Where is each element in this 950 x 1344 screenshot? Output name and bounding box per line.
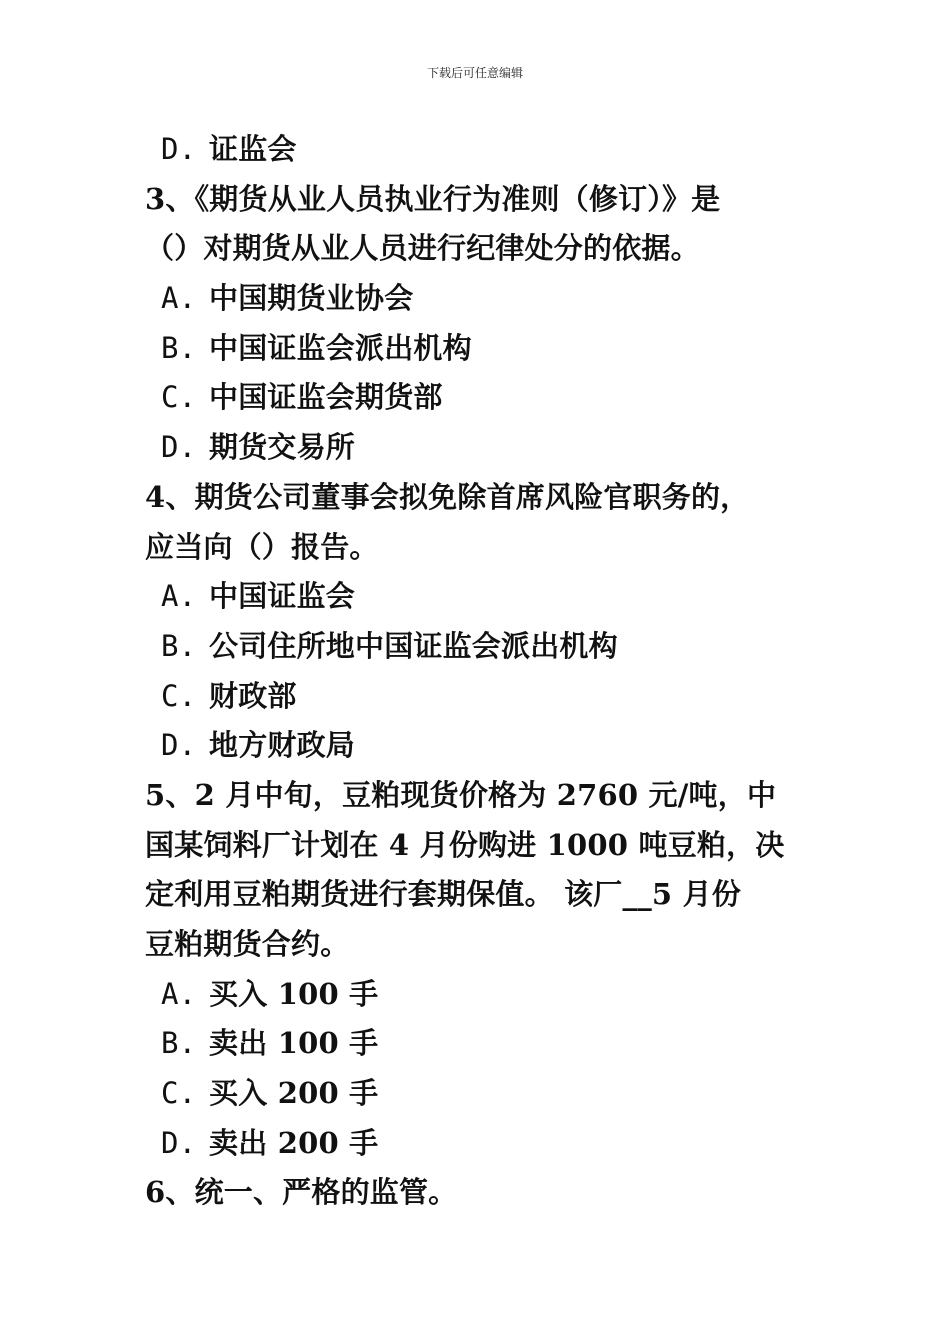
question-line: 5、2 月中旬，豆粕现货价格为 2760 元/吨，中 [145, 777, 777, 812]
question-line: 豆粕期货合约。 [145, 927, 350, 961]
option-line [145, 324, 815, 374]
option-line [145, 572, 815, 622]
option-text: 中国证监会派出机构 [209, 330, 472, 365]
option-text: 中国证监会期货部 [209, 380, 443, 415]
option-line [145, 274, 815, 324]
option-text: 财政部 [209, 678, 297, 713]
option-letter: B. [161, 330, 197, 365]
option-line [145, 622, 815, 672]
option-text: 期货交易所 [209, 430, 356, 465]
option-text: 中国证监会 [209, 579, 356, 614]
option-letter: A. [161, 281, 197, 316]
option-text: 卖出 200 手 [209, 1125, 379, 1160]
option-text: 地方财政局 [209, 728, 356, 763]
option-letter: D. [161, 132, 197, 166]
option-letter: D. [161, 430, 197, 465]
option-letter: A. [161, 579, 197, 614]
question-content [145, 125, 815, 1218]
option-letter: C. [161, 678, 197, 713]
question-line: 定利用豆粕期货进行套期保值。 该厂__5 月份 [145, 877, 741, 912]
header-note: 下载后可任意编辑 [426, 66, 523, 80]
option-letter: C. [161, 380, 197, 415]
question-line: 应当向（）报告。 [145, 529, 379, 564]
question-line: 4、期货公司董事会拟免除首席风险官职务的， [145, 479, 750, 514]
option-text: 公司住所地中国证监会派出机构 [209, 628, 618, 663]
option-line [145, 423, 815, 473]
option-letter: D. [161, 1125, 197, 1160]
question-line: 3、《期货从业人员执业行为准则（修订）》是 [145, 181, 721, 216]
option-text: 买入 100 手 [209, 976, 379, 1011]
option-line [145, 970, 815, 1020]
option-text: 中国期货业协会 [209, 281, 414, 316]
option-letter: A. [161, 976, 197, 1011]
option-letter: B. [161, 628, 197, 663]
option-line [145, 1019, 815, 1069]
question-line: 6、统一、严格的监管。 [145, 1175, 458, 1210]
option-text: 证监会 [209, 132, 297, 166]
option-line [145, 672, 815, 722]
option-letter: B. [161, 1026, 197, 1061]
question-line: 国某饲料厂计划在 4 月份购进 1000 吨豆粕，决 [145, 827, 785, 862]
option-line [145, 125, 815, 175]
option-line [145, 1119, 815, 1169]
option-line [145, 1069, 815, 1119]
option-text: 卖出 100 手 [209, 1026, 379, 1061]
option-text: 买入 200 手 [209, 1076, 379, 1111]
question-line: （）对期货从业人员进行纪律处分的依据。 [145, 231, 700, 266]
option-line [145, 721, 815, 771]
option-line [145, 373, 815, 423]
option-letter: C. [161, 1076, 197, 1111]
option-letter: D. [161, 728, 197, 763]
